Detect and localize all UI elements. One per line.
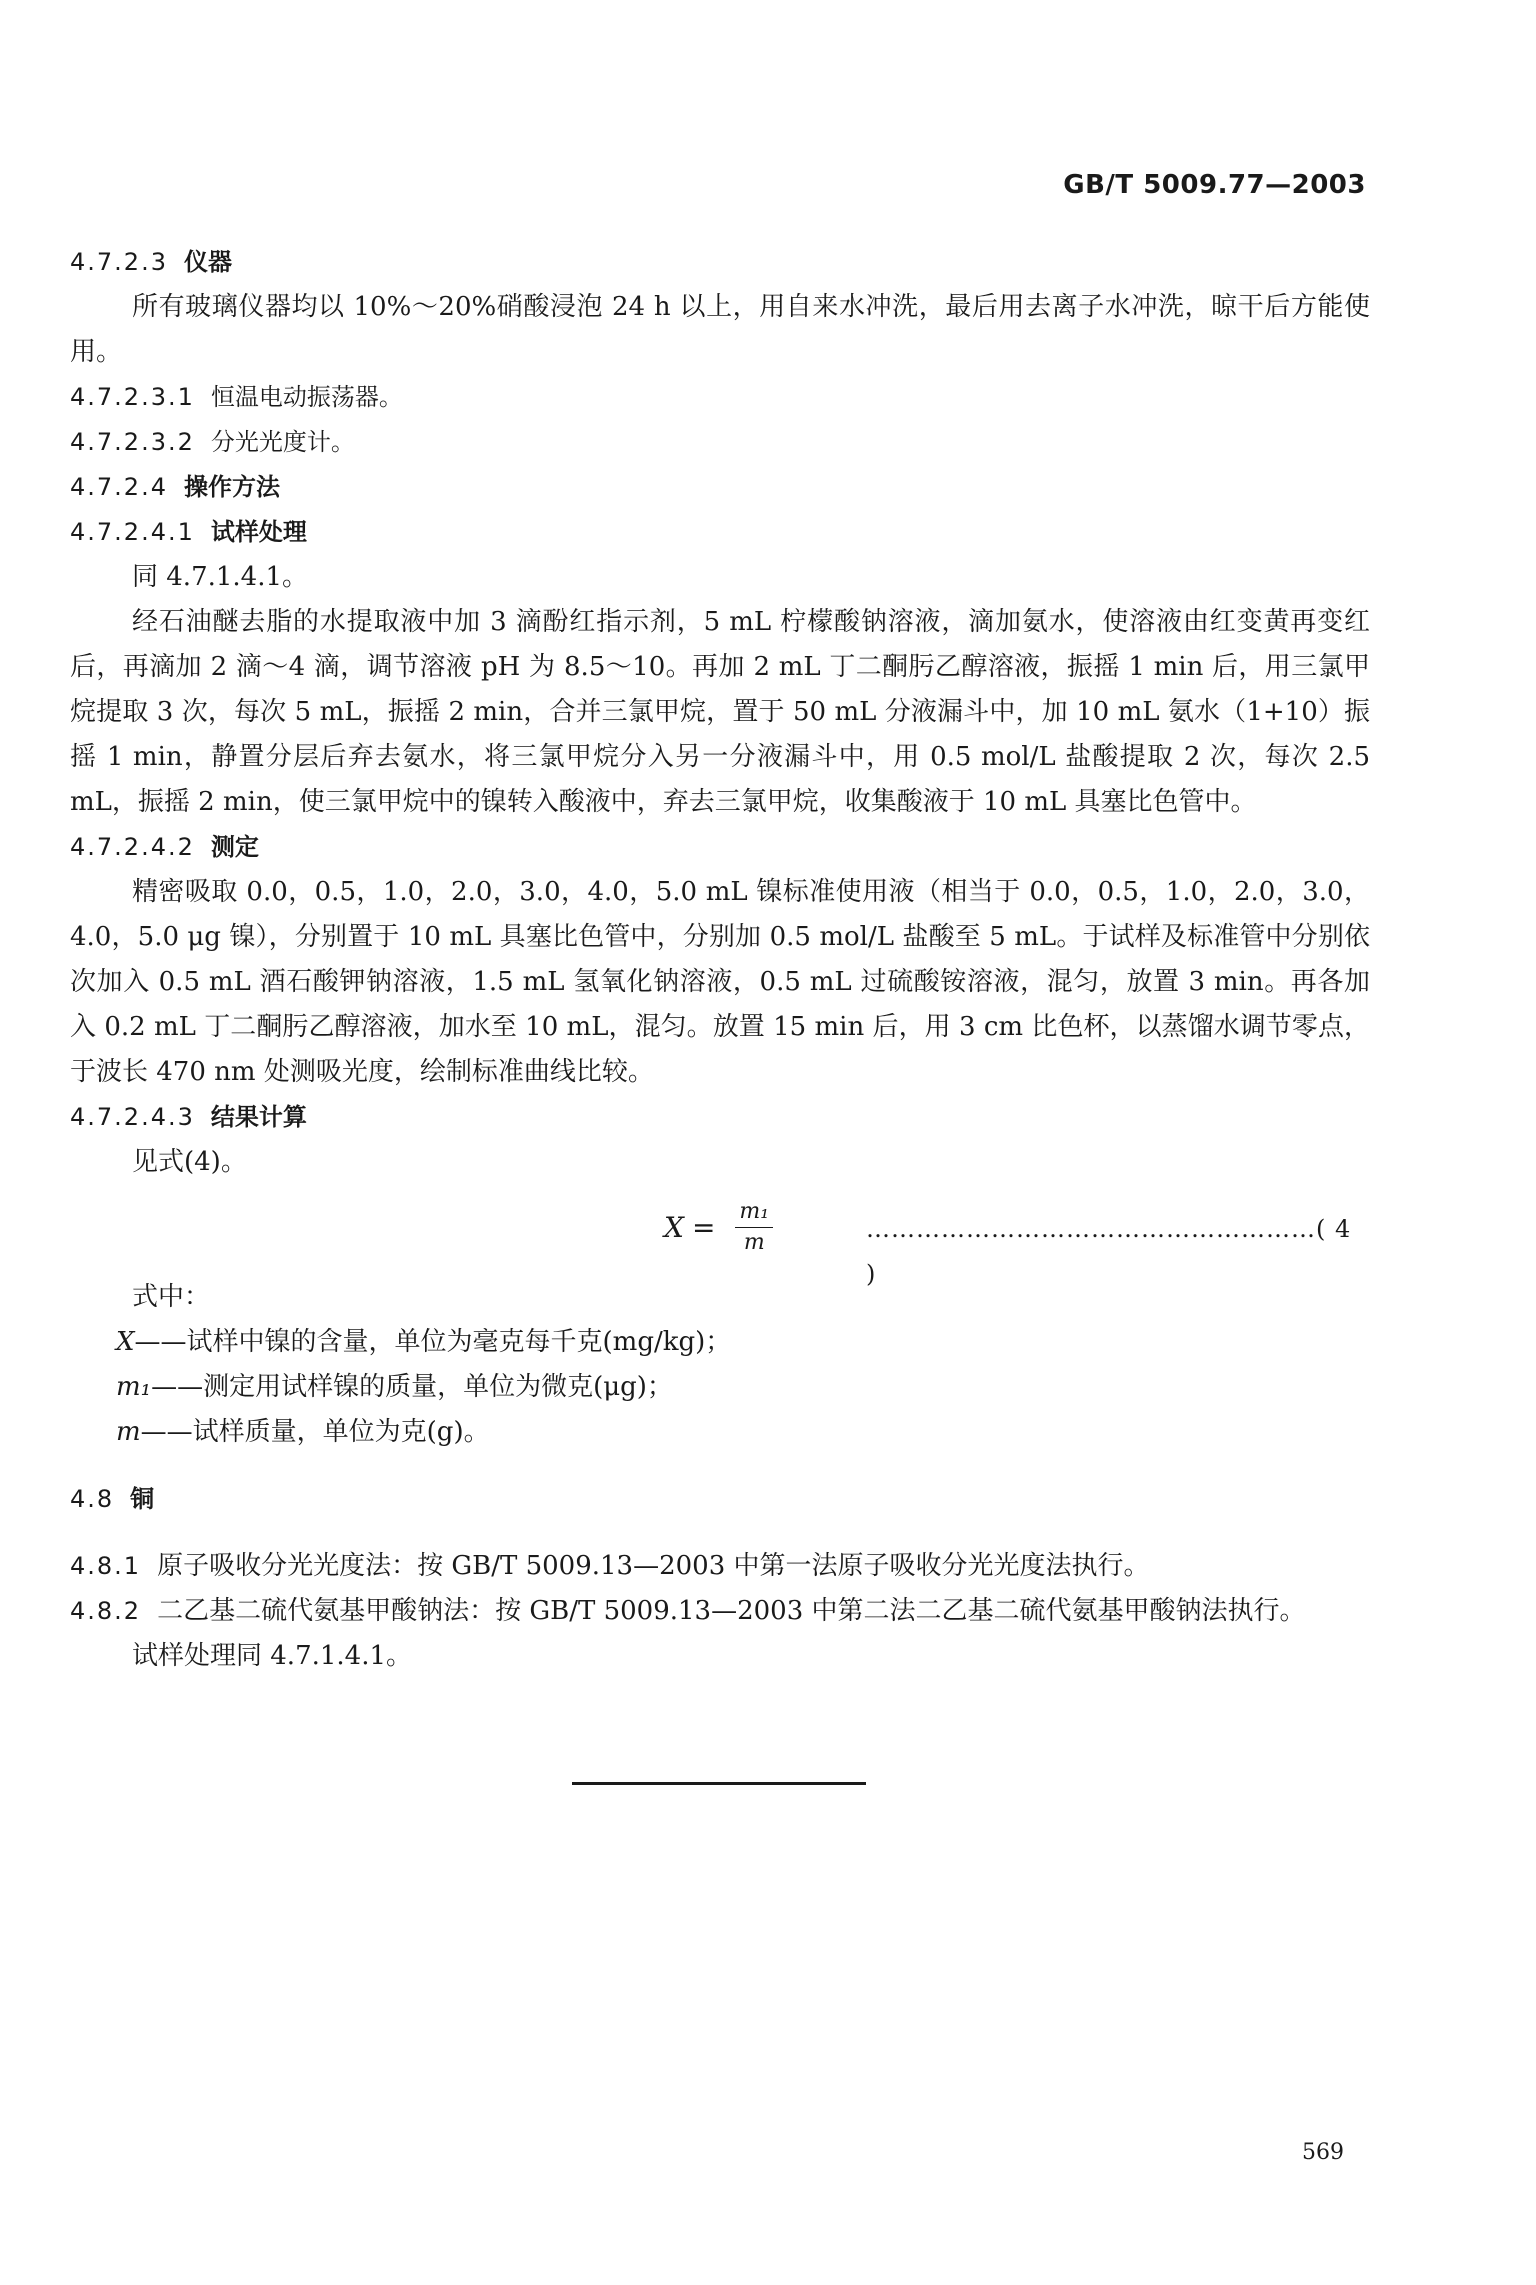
- section-text: 分光光度计。: [210, 428, 355, 456]
- definition-text: ——试样质量，单位为克(g)。: [140, 1417, 490, 1447]
- standard-code: GB/T 5009.77—2003: [1063, 170, 1366, 200]
- formula-4: [70, 1189, 1370, 1288]
- heading-47242: [70, 825, 1370, 870]
- section-number: 4.8.1: [70, 1552, 142, 1580]
- heading-48: [70, 1477, 1370, 1522]
- section-title: 试样处理: [210, 518, 307, 546]
- section-number: 4.8.2: [70, 1597, 142, 1625]
- paragraph-extraction: 经石油醚去脂的水提取液中加 3 滴酚红指示剂，5 mL 柠檬酸钠溶液，滴加氨水，使溶液由红变黄再变红后，再滴加 2 滴～4 滴，调节溶液 pH 为 8.5～10。再加 2 mL 丁二酮肟乙醇溶液，振摇 1 min 后，用三氯甲烷提取 3 次，每次 5 mL，振摇 2 min，合并三氯甲烷，置于 50 mL 分液漏斗中，加 10 mL 氨水（1+10）振摇 1 min，静置分层后弃去氨水，将三氯甲烷分入另一分液漏斗中，用 0.5 mol/L 盐酸提取 2 次，每次 2.5 mL，振摇 2 min，使三氯甲烷中的镍转入酸液中，弃去三氯甲烷，收集酸液于 10 mL 具塞比色管中。: [70, 607, 1370, 817]
- section-number: 4.7.2.3: [70, 248, 168, 276]
- formula-leader: ………………………………………………: [866, 1215, 1316, 1243]
- definition-m: [70, 1410, 1370, 1455]
- section-number: 4.7.2.4.3: [70, 1103, 195, 1131]
- formula-leader-and-label: [866, 1207, 1370, 1297]
- clause-text: 原子吸收分光光度法：按 GB/T 5009.13—2003 中第一法原子吸收分光光度法执行。: [157, 1551, 1150, 1581]
- section-number: 4.7.2.3.1: [70, 383, 195, 411]
- heading-47243: [70, 1095, 1370, 1140]
- section-number: 4.7.2.4.1: [70, 518, 195, 546]
- section-title: 操作方法: [183, 473, 280, 501]
- section-number: 4.7.2.4: [70, 473, 168, 501]
- section-number: 4.7.2.3.2: [70, 428, 195, 456]
- definition-x: [70, 1320, 1370, 1365]
- clause-481: [70, 1544, 1370, 1589]
- definition-symbol: m: [116, 1417, 141, 1447]
- definition-text: ——试样中镍的含量，单位为毫克每千克(mg/kg)；: [134, 1327, 732, 1357]
- formula-lhs: X: [664, 1211, 684, 1244]
- heading-47231: [70, 375, 1370, 420]
- definition-text: ——测定用试样镍的质量，单位为微克(μg)；: [151, 1372, 673, 1402]
- formula-fraction: [735, 1197, 773, 1258]
- heading-47241: [70, 510, 1370, 555]
- heading-4723: [70, 240, 1370, 285]
- formula-numerator: m₁: [735, 1197, 773, 1228]
- end-rule-divider: [572, 1782, 866, 1785]
- section-title: 铜: [130, 1485, 155, 1513]
- section-number: 4.7.2.4.2: [70, 833, 195, 861]
- where-label: 式中：: [132, 1282, 211, 1312]
- section-title: 测定: [210, 833, 259, 861]
- formula-denominator: m: [743, 1230, 765, 1255]
- definition-symbol: X: [116, 1327, 135, 1357]
- formula-equals: =: [691, 1211, 716, 1244]
- section-title: 结果计算: [210, 1103, 307, 1131]
- paragraph-glassware: 所有玻璃仪器均以 10%～20%硝酸浸泡 24 h 以上，用自来水冲洗，最后用去离子水冲洗，晾干后方能使用。: [70, 292, 1370, 367]
- paragraph-same-as: 同 4.7.1.4.1。: [132, 562, 309, 592]
- clause-text: 二乙基二硫代氨基甲酸钠法：按 GB/T 5009.13—2003 中第二法二乙基二硫代氨基甲酸钠法执行。: [157, 1596, 1306, 1626]
- section-title: 仪器: [183, 248, 232, 276]
- paragraph-sample-treatment: 试样处理同 4.7.1.4.1。: [132, 1641, 413, 1671]
- definition-symbol: m₁: [116, 1372, 152, 1402]
- heading-4724: [70, 465, 1370, 510]
- page-number: 569: [1302, 2140, 1344, 2165]
- section-number: 4.8: [70, 1485, 115, 1513]
- section-text: 恒温电动振荡器。: [210, 383, 403, 411]
- formula-label: ( 4 ): [866, 1215, 1352, 1288]
- heading-47232: [70, 420, 1370, 465]
- definition-m1: [70, 1365, 1370, 1410]
- clause-482: [70, 1589, 1370, 1634]
- formula-expression: [664, 1197, 773, 1258]
- paragraph-measurement: 精密吸取 0.0，0.5，1.0，2.0，3.0，4.0，5.0 mL 镍标准使用液（相当于 0.0，0.5，1.0，2.0，3.0，4.0，5.0 μg 镍），分别置于 10 mL 具塞比色管中，分别加 0.5 mol/L 盐酸至 5 mL。于试样及标准管中分别依次加入 0.5 mL 酒石酸钾钠溶液，1.5 mL 氢氧化钠溶液，0.5 mL 过硫酸铵溶液，混匀，放置 3 min。再各加入 0.2 mL 丁二酮肟乙醇溶液，加水至 10 mL，混匀。放置 15 min 后，用 3 cm 比色杯，以蒸馏水调节零点，于波长 470 nm 处测吸光度，绘制标准曲线比较。: [70, 877, 1370, 1087]
- document-body: [70, 240, 1370, 1679]
- paragraph-see-formula: 见式(4)。: [132, 1147, 247, 1177]
